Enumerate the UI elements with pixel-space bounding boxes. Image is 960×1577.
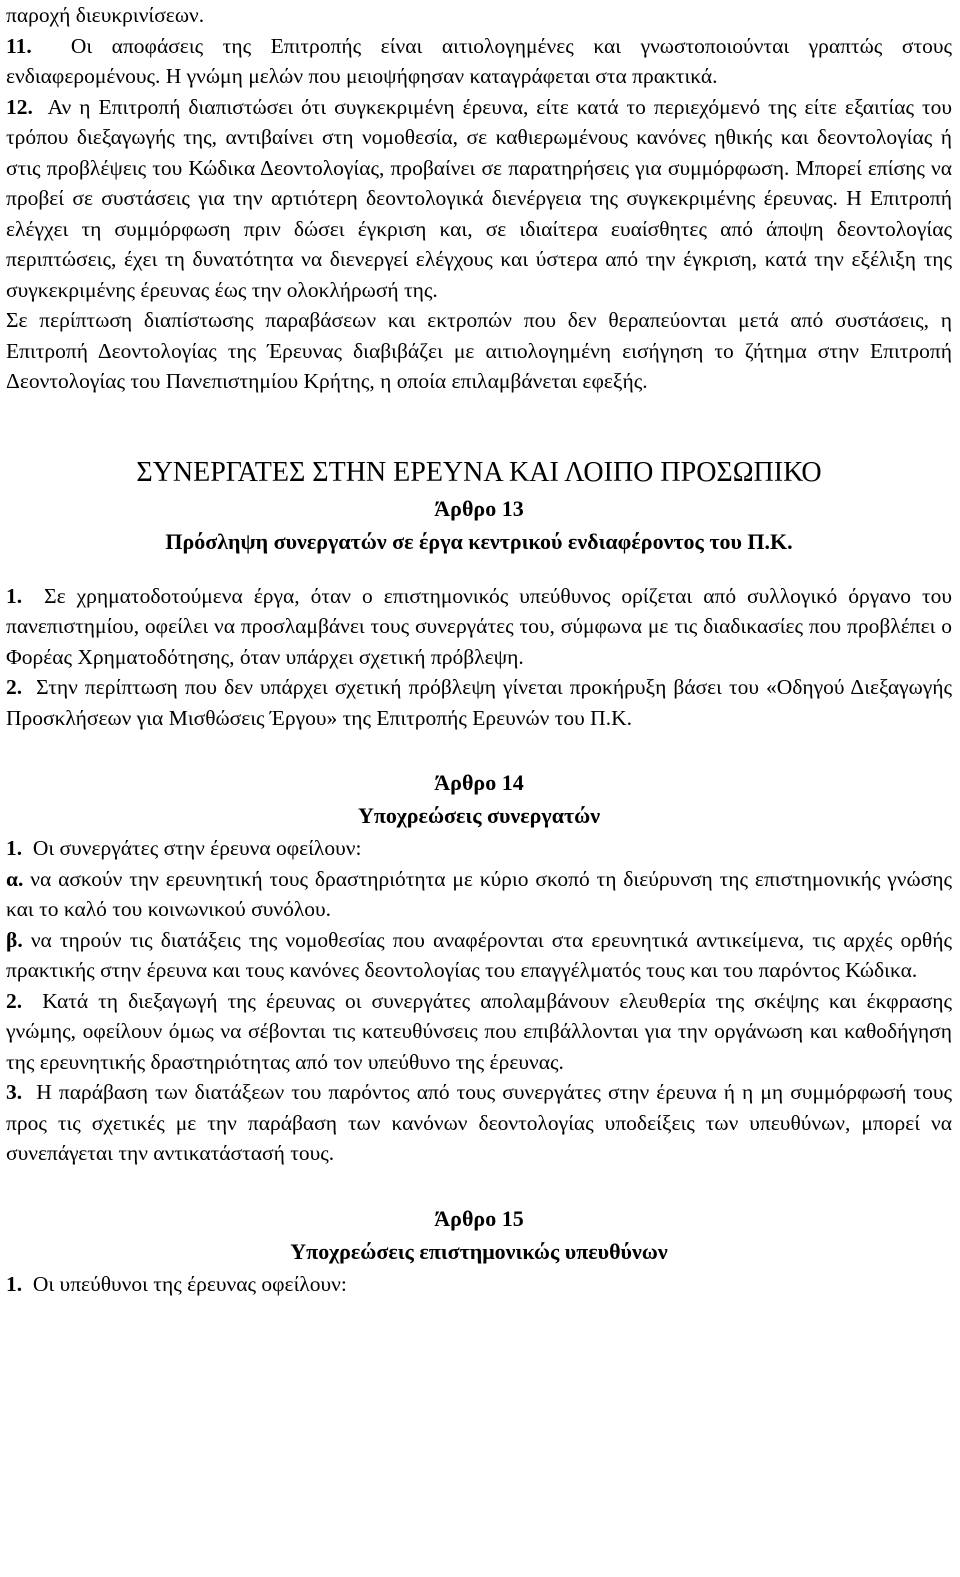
paragraph-text: παροχή διευκρινίσεων. xyxy=(6,3,205,27)
section-title: ΣΥΝΕΡΓΑΤΕΣ ΣΤΗΝ ΕΡΕΥΝΑ ΚΑΙ ΛΟΙΠΟ ΠΡΟΣΩΠΙΚΟ xyxy=(136,456,822,488)
paragraph-text: Οι υπεύθυνοι της έρευνας οφείλουν: xyxy=(32,1271,347,1296)
item-letter: β. xyxy=(6,927,23,952)
document-page xyxy=(6,0,952,1299)
article-14-paragraph-3 xyxy=(6,1077,952,1169)
paragraph-text: Σε χρηματοδοτούμενα έργα, όταν ο επιστημονικός υπεύθυνος ορίζεται από συλλογικό όργανο του πανεπιστημίου, οφείλει να προσλαμβάνει τους συνεργάτες του, σύμφωνα με τις διαδικασίες που προβλέπει ο Φορέας Χρηματοδότησης, όταν υπάρχει σχετική πρόβλεψη. xyxy=(6,583,952,669)
paragraph-number: 1. xyxy=(6,1271,23,1296)
paragraph-text: Αν η Επιτροπή διαπιστώσει ότι συγκεκριμένη έρευνα, είτε κατά το περιεχόμενό της είτε εξαιτίας του τρόπου διεξαγωγής της, αντιβαίνει στη νομοθεσία, σε καθιερωμένους κανόνες ηθικής και δεοντολογίας ή στις προβλέψεις του Κώδικα Δεοντολογίας, προβαίνει σε παρατηρήσεις για συμμόρφωση. Μπορεί επίσης να προβεί σε συστάσεις για την αρτιότερη δεοντολογικά διενέργεια της συγκεκριμένης έρευνας. Η Επιτροπή ελέγχει τη συμμόρφωση πριν δώσει έγκριση και, σε ιδιαίτερα ευαίσθητες από άποψη δεοντολογίας περιπτώσεις, έχει τη δυνατότητα να διενεργεί ελέγχους και ύστερα από την έγκριση, κατά την εξέλιξη της συγκεκριμένης έρευνας έως την ολοκλήρωσή της. xyxy=(6,94,952,302)
item-letter: α. xyxy=(6,866,24,891)
paragraph-text: Σε περίπτωση διαπίστωσης παραβάσεων και εκτροπών που δεν θεραπεύονται μετά από συστάσεις, η Επιτροπή Δεοντολογίας της Έρευνας διαβιβάζει με αιτιολογημένη εισήγηση το ζήτημα στην Επιτροπή Δεοντολογίας του Πανεπιστημίου Κρήτης, η οποία επιλαμβάνεται εφεξής. xyxy=(6,308,952,393)
paragraph-11 xyxy=(6,31,952,92)
article-15-paragraph-1 xyxy=(6,1269,952,1300)
article-14-heading: Άρθρο 14 xyxy=(434,770,524,795)
paragraph-12-continued xyxy=(6,305,952,397)
paragraph-number: 1. xyxy=(6,836,23,860)
paragraph-text: Κατά τη διεξαγωγή της έρευνας οι συνεργάτες απολαμβάνουν ελευθερία της σκέψης και έκφρασης γνώμης, οφείλουν όμως να σέβονται τις κατευθύνσεις που επιβάλλονται για την οργάνωση και καθοδήγηση της ερευνητικής δραστηριότητας από τον υπεύθυνο της έρευνας. xyxy=(6,988,953,1074)
article-13-subheading: Πρόσληψη συνεργατών σε έργα κεντρικού ενδιαφέροντος του Π.Κ. xyxy=(165,528,793,554)
paragraph-text: να τηρούν τις διατάξεις της νομοθεσίας που αναφέρονται στα ερευνητικά αντικείμενα, τις αρχές ορθής πρακτικής στην έρευνα και τους κανόνες δεοντολογίας του επαγγέλματός τους και του παρόντος Κώδικα. xyxy=(6,927,952,982)
article-14-paragraph-2 xyxy=(6,986,952,1078)
paragraph-text: Η παράβαση των διατάξεων του παρόντος από τους συνεργάτες στην έρευνα ή η μη συμμόρφωσή τους προς τις σχετικές με την παράβαση των κανόνων δεοντολογίας υποδείξεις των υπευθύνων, μπορεί να συνεπάγεται την αντικατάστασή τους. xyxy=(6,1080,952,1165)
spacer xyxy=(6,431,952,453)
article-14-subheading: Υποχρεώσεις συνεργατών xyxy=(357,803,601,828)
paragraph-number: 2. xyxy=(6,988,23,1013)
spacer xyxy=(6,733,952,767)
spacer xyxy=(6,559,952,581)
article-15-subheading: Υποχρεώσεις επιστημονικώς υπευθύνων xyxy=(290,1238,668,1264)
article-13-paragraph-1 xyxy=(6,581,952,673)
paragraph-number: 2. xyxy=(6,675,23,699)
article-13-paragraph-2 xyxy=(6,672,952,733)
paragraph-number: 11. xyxy=(6,33,32,58)
paragraph-text: Οι αποφάσεις της Επιτροπής είναι αιτιολογημένες και γνωστοποιούνται γραπτώς στους ενδιαφερομένους. Η γνώμη μελών που μειοψήφησαν καταγράφεται στα πρακτικά. xyxy=(6,33,953,88)
spacer xyxy=(6,1169,952,1203)
article-14-item-b xyxy=(6,925,952,986)
paragraph-number: 3. xyxy=(6,1080,23,1104)
paragraph-number: 1. xyxy=(6,583,23,608)
spacer xyxy=(6,397,952,431)
paragraph-text: Οι συνεργάτες στην έρευνα οφείλουν: xyxy=(32,836,362,860)
paragraph-12 xyxy=(6,92,952,306)
paragraph-number: 12. xyxy=(6,94,33,119)
paragraph-continuation xyxy=(6,0,952,31)
paragraph-text: να ασκούν την ερευνητική τους δραστηριότητα με κύριο σκοπό τη διεύρυνση της επιστημονικής γνώσης και το καλό του κοινωνικού συνόλου. xyxy=(6,866,953,921)
article-13-heading: Άρθρο 13 xyxy=(434,495,524,521)
article-14-item-a xyxy=(6,864,952,925)
article-14-paragraph-1 xyxy=(6,833,952,864)
article-15-heading: Άρθρο 15 xyxy=(434,1205,524,1231)
paragraph-text: Στην περίπτωση που δεν υπάρχει σχετική πρόβλεψη γίνεται προκήρυξη βάσει του «Οδηγού Διεξαγωγής Προσκλήσεων για Μισθώσεις Έργου» της Επιτροπής Ερευνών του Π.Κ. xyxy=(6,675,952,730)
